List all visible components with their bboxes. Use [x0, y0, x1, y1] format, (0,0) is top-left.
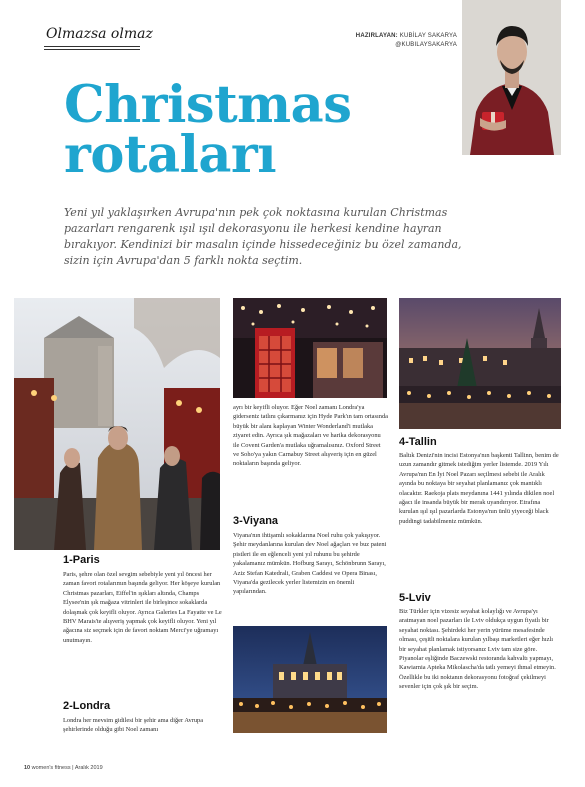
author-portrait-image [462, 0, 561, 155]
page-footer [24, 765, 103, 771]
section-rule [44, 46, 140, 47]
viyana-photo-image [233, 626, 387, 733]
intro-text: Yeni yıl yaklaşırken Avrupa'nın pek çok noktasına kurulan Christmas pazarları rengarenk ışıl ışıl dekorasyonu ile herkesi kendine hayran bırakıyor. Kendinizi bir masalın içinde hissedeceğiniz bu özel zamanda, sizin için Avrupa'dan 5 farklı nokta seçtim. [64, 206, 462, 267]
londra-title: 2-Londra [63, 700, 111, 712]
paris-photo-image [14, 298, 220, 550]
credits-label: HAZIRLAYAN: [355, 33, 398, 39]
headline-line-1: Christmas [64, 75, 352, 135]
viyana-title: 3-Viyana [233, 515, 279, 527]
section-label: Olmazsa olmaz [46, 26, 153, 42]
lviv-title: 5-Lviv [399, 592, 431, 604]
paris-photo [14, 298, 220, 550]
paris-title: 1-Paris [63, 554, 100, 566]
page-number: 10 [24, 765, 31, 771]
credits [356, 32, 457, 50]
london-photo [233, 298, 387, 398]
london-photo-image [233, 298, 387, 398]
viyana-photo [233, 626, 387, 733]
headline [64, 75, 352, 185]
issue-date: Aralık 2019 [74, 765, 103, 771]
lviv-text: Biz Türkler için vizesiz seyahat kolaylığı ve Avrupa'yı aratmayan noel pazarları ile Lviv oldukça uygun fiyatlı bir seyahat noktası. Şehirdeki her yerin yürüme mesafesinde olması, çeşitli noktalara kurulan yılbaşı marketleri eğer hızlı bir seyahat planlamak istiyorsanız Lviv tam size göre. Piyanolar eşliğinde Baczewski restoranda kahvaltı yapmayı, Kawiarnia Apteka Mikolascha'da tatlı yemeyi ihmal etmeyin. Özellikle bu iki noktanın dekorasyonu fotoğraf çekilmeyi sevenler için çok şık bir seçim. [399, 608, 556, 691]
tallin-text: Baltık Denizi'nin incisi Estonya'nın başkenti Tallinn, benim de uzun zamandır gitmek istediğim yerler listemde. 2019 Yılı Avrupa'nın En İyi Noel Pazarı seçilmesi sebebi ile Aralık ayında bu noktaya bir seyahat planlamanız çok mantıklı olacaktır. Raekoja plats meydanına 1441 yılında dikilen noel ağacı ile insanda büyük bir merak uyandırıyor. Etrafına kurulan ışıl ışıl pazarlarda Estonya'nın ünlü yiyeceği black puddingi tadabilmeniz mümkün. [399, 452, 559, 525]
section-rule-2 [44, 49, 140, 50]
tallin-photo [399, 298, 561, 429]
tallin-title: 4-Tallin [399, 436, 437, 448]
londra-text-continued: ayrı bir keyifli oluyor. Eğer Noel zamanı Londra'ya giderseniz tatlını çıkarmanız için Hyde Park'ın tam ortasında büyük bir alanı kaplayan Winter Wonderland'i mutlaka ziyaret edin. Ayrıca şık mağazaları ve harika dekorasyonu ile Covent Garden'a mutlaka uğramalısınız. Oxford Street ve Soho'ya yakın Carnabuy Street alışveriş için en güzel noktaların başında geliyor. [233, 404, 389, 468]
viyana-text: Viyana'nın ihtişamlı sokaklarına Noel ruhu çok yakışıyor. Şehir meydanlarına kurulan dev Noel ağaçları ve buz pateni pistleri ile en eğlenceli yeni yıl ruhunu bu şehirde yakalamanız mümkün. Hofburg Sarayı, Schönbrunn Sarayı, Aziz Stefan Katedrali, Graben Caddesi ve Opera Binası, Viyana'da gezilecek yerler listemizin en önemli yapılarından. [233, 532, 387, 596]
credits-handle: @KUBILAYSAKARYA [395, 42, 457, 48]
headline-line-2: rotaları [64, 125, 277, 185]
paris-text: Paris, şehre olan özel sevgim sebebiyle yeni yıl öncesi her zaman favori rotalarımın başında geliyor. Her köşeye kurulan Christmas pazarları, Eiffel'in ışıkları altında, Champs Elysee'nin şık mağaza vitrinleri ile birleşince sokaklarda dolaşmak çok keyifli oluyor. Ayrıca Galeries La Fayatte ve Le BHV Marais'te alışveriş yapmak çok keyifli oluyor. Yeni yıl ağacına siz seçmek için de favori noktam Merci'ye uğramayı unutmayın. [63, 571, 222, 644]
londra-text: Londra her mevsim gidilesi bir şehir ama diğer Avrupa şehirlerinde olduğu gibi Noel zamanı [63, 717, 204, 734]
credits-author: KUBİLAY SAKARYA [399, 33, 457, 39]
footer-separator: | [72, 765, 74, 771]
author-portrait [462, 0, 561, 155]
magazine-name: women's fitness [31, 765, 71, 771]
tallin-photo-image [399, 298, 561, 429]
